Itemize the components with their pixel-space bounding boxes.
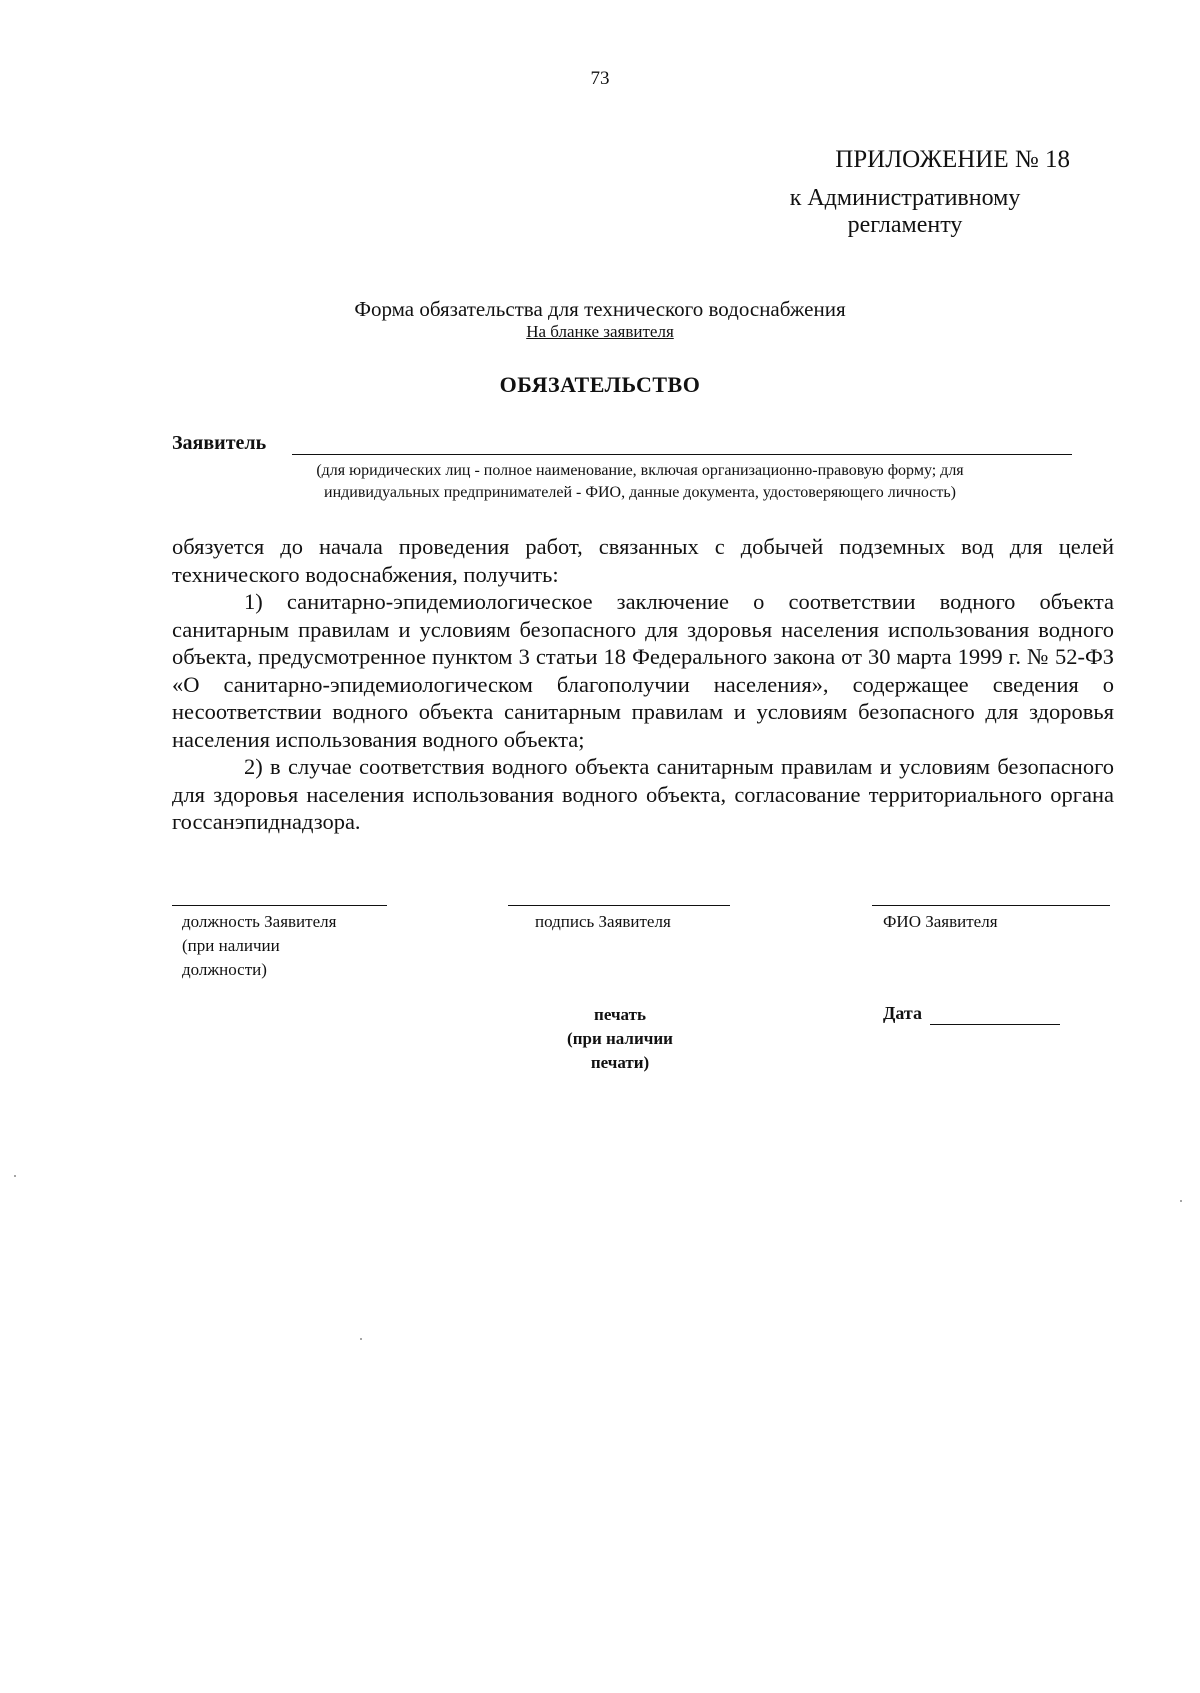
stamp-caption-line-2: (при наличии: [567, 1029, 673, 1048]
scan-speck: [1180, 1200, 1182, 1202]
form-title: Форма обязательства для технического водоснабжения: [354, 297, 846, 321]
signature-caption: подпись Заявителя: [535, 912, 671, 931]
full-name-signature-line: [872, 905, 1110, 906]
stamp-caption-line-1: печать: [594, 1005, 646, 1024]
scan-speck: [14, 1175, 16, 1177]
appendix-line-2: регламенту: [847, 212, 963, 238]
stamp-caption: [540, 1003, 700, 1075]
position-caption-line-1: должность Заявителя: [182, 912, 337, 931]
form-subtitle: На бланке заявителя: [526, 322, 674, 341]
position-signature-line: [172, 905, 387, 906]
applicant-label: Заявитель: [172, 432, 267, 454]
applicant-hint-line-1: (для юридических лиц - полное наименование, включая организационно-правовую форму; для: [316, 462, 964, 479]
position-caption-line-2: (при наличии: [182, 936, 280, 955]
appendix-block: [740, 145, 1070, 239]
document-heading: ОБЯЗАТЕЛЬСТВО: [499, 372, 701, 397]
full-name-caption: ФИО Заявителя: [883, 912, 998, 931]
position-caption: [182, 910, 392, 982]
position-caption-line-3: должности): [182, 960, 267, 979]
scan-speck: [360, 1338, 362, 1340]
obligation-intro: обязуется до начала проведения работ, связанных с добычей подземных вод для целей технического водоснабжения, получить:: [172, 534, 1114, 587]
applicant-hint: [200, 460, 1080, 504]
appendix-title: ПРИЛОЖЕНИЕ № 18: [835, 146, 1070, 173]
stamp-caption-line-3: печати): [590, 1053, 650, 1072]
signature-line: [508, 905, 730, 906]
date-fill-line: [930, 1024, 1060, 1025]
obligation-item-1: 1) санитарно-эпидемиологическое заключение о соответствии водного объекта санитарным правилам и условиям безопасного для здоровья населения использования водного объекта, предусмотренное пунктом 3 статьи 18 Федерального закона от 30 марта 1999 г. № 52-ФЗ «О санитарно-эпидемиологическом благополучии населения», содержащее сведения о несоответствии водного объекта санитарным правилам и условиям безопасного для здоровья населения использования водного объекта;: [172, 589, 1114, 752]
applicant-hint-line-2: индивидуальных предпринимателей - ФИО, данные документа, удостоверяющего личность): [324, 484, 956, 501]
page-number: 73: [590, 68, 610, 89]
date-label: Дата: [883, 1003, 922, 1023]
obligation-body: [172, 533, 1114, 836]
obligation-item-2: 2) в случае соответствия водного объекта санитарным правилам и условиям безопасного для здоровья населения использования водного объекта, согласование территориального органа госсанэпиднадзора.: [172, 754, 1114, 834]
appendix-line-1: к Административному: [789, 185, 1021, 211]
appendix-subtitle: [740, 185, 1070, 239]
applicant-fill-line: [292, 454, 1072, 455]
